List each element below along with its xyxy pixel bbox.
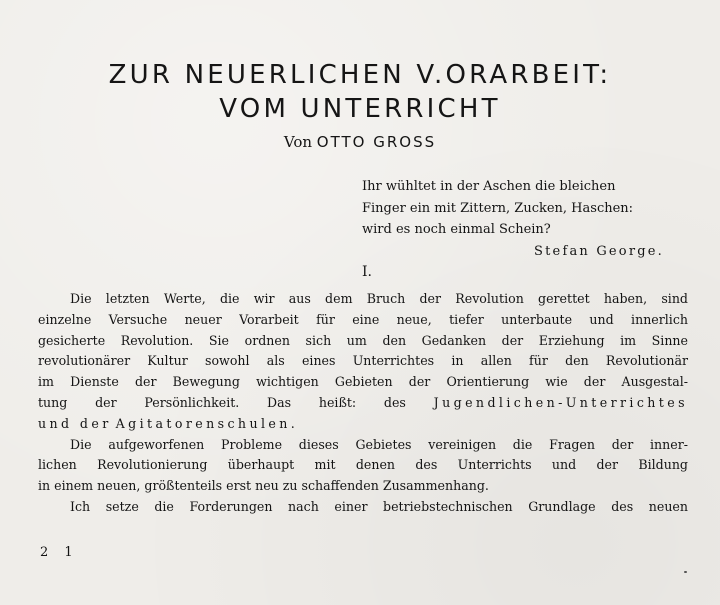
- print-speck: [684, 571, 687, 573]
- text-line: Ich setze die Forderungen nach einer betriebstechnischen Grundlage des neuen: [70, 498, 688, 514]
- text-line: [38, 393, 688, 414]
- paragraph: [38, 497, 688, 518]
- text-line: in einem neuen, größtenteils erst neu zu schaffenden Zusammenhang.: [38, 478, 489, 494]
- byline: [0, 133, 720, 151]
- epigraph-line: wird es noch einmal Schein?: [362, 222, 551, 237]
- emphasized-term: Jugendlichen-Unterrichtes: [433, 394, 688, 410]
- emphasized-term: Agitatorenschulen.: [115, 415, 299, 431]
- paragraph: [38, 435, 688, 497]
- epigraph-line: Finger ein mit Zittern, Zucken, Haschen:: [362, 200, 634, 216]
- text-line: Die aufgeworfenen Probleme dieses Gebietes vereinigen die Fragen der inner-: [70, 436, 688, 452]
- text-fragment: und der: [38, 415, 112, 431]
- text-line: Die letzten Werte, die wir aus dem Bruch der Revolution gerettet haben, sind: [70, 291, 688, 306]
- byline-prefix: Von: [283, 133, 313, 151]
- epigraph-line: Ihr wühltet in der Aschen die bleichen: [362, 179, 616, 194]
- paragraph: [38, 289, 688, 435]
- title-line-2: VOM UNTERRICHT: [219, 94, 501, 124]
- text-line: einzelne Versuche neuer Vorarbeit für eine neue, tiefer unterbaute und innerlich: [38, 311, 688, 327]
- epigraph-signature: Stefan George.: [534, 243, 664, 259]
- byline-author: OTTO GROSS: [316, 133, 437, 151]
- text-fragment: tung der Persönlichkeit. Das heißt: des: [38, 394, 406, 410]
- text-line: im Dienste der Bewegung wichtigen Gebieten der Orientierung wie der Ausgestal-: [38, 374, 688, 390]
- text-line: lichen Revolutionierung überhaupt mit denen des Unterrichts und der Bildung: [38, 457, 688, 473]
- epigraph: [362, 176, 692, 262]
- body-text: [38, 289, 688, 518]
- text-line: [38, 414, 688, 435]
- title-line-1: ZUR NEUERLICHEN V.ORARBEIT:: [108, 60, 612, 90]
- page-number: 2 1: [40, 545, 79, 560]
- text-line: gesicherte Revolution. Sie ordnen sich um den Gedanken der Erziehung im Sinne: [38, 332, 688, 348]
- section-number: I.: [362, 264, 372, 280]
- text-line: revolutionärer Kultur sowohl als eines Unterrichtes in allen für den Revolutionär: [38, 353, 688, 369]
